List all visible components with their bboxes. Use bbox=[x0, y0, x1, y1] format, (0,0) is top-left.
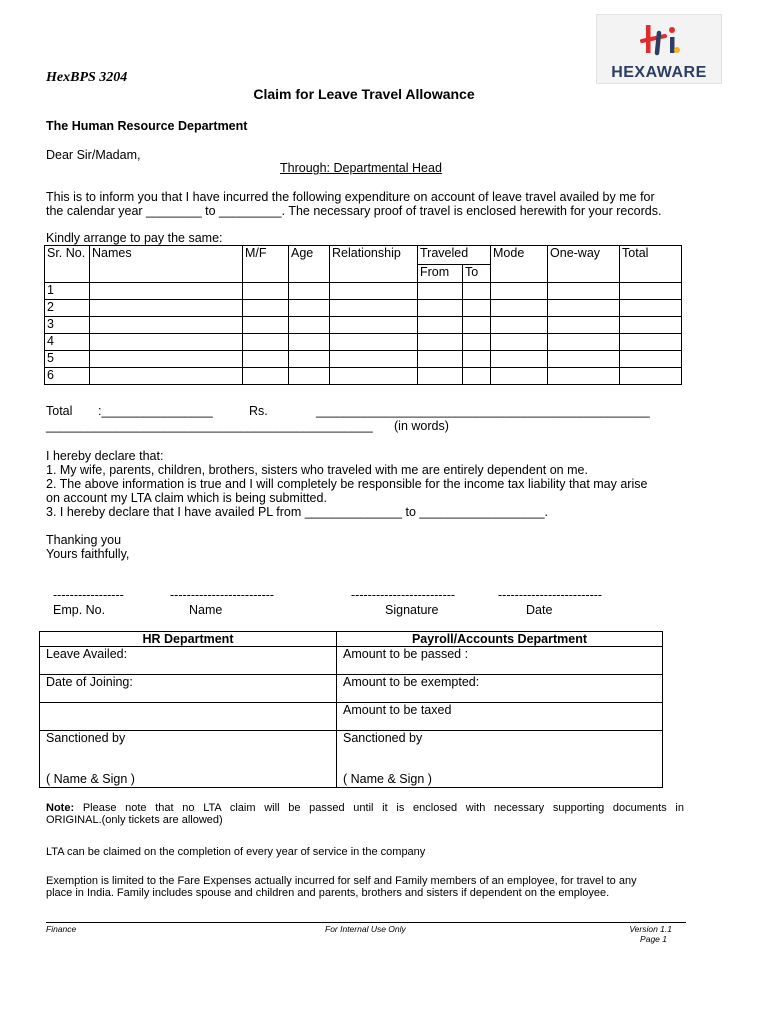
to-cell[interactable] bbox=[463, 368, 491, 385]
leave-availed-field[interactable]: Leave Availed: bbox=[40, 647, 337, 675]
to-cell[interactable] bbox=[463, 283, 491, 300]
age-cell[interactable] bbox=[289, 351, 330, 368]
name-label: Name bbox=[189, 603, 223, 617]
intro-line-2: the calendar year ________ to _________. The necessary proof of travel is enclosed herewith for your records. bbox=[46, 204, 662, 218]
relationship-cell[interactable] bbox=[330, 283, 418, 300]
hr-name-sign-label: ( Name & Sign ) bbox=[46, 772, 135, 786]
col-header-gender: M/F bbox=[243, 246, 289, 283]
total-amount-blank[interactable]: :________________ bbox=[98, 404, 213, 418]
declaration-item-2-line-1: 2. The above information is true and I will completely be responsible for the income tax liability that may arise bbox=[46, 477, 648, 491]
date-label: Date bbox=[526, 603, 553, 617]
empty-hr-cell[interactable] bbox=[40, 703, 337, 731]
table-row bbox=[45, 368, 682, 385]
hexaware-wordmark: HEXAWARE bbox=[611, 64, 707, 81]
col-header-age: Age bbox=[289, 246, 330, 283]
mode-cell[interactable] bbox=[491, 351, 548, 368]
col-header-relationship: Relationship bbox=[330, 246, 418, 283]
amount-passed-field[interactable]: Amount to be passed : bbox=[337, 647, 663, 675]
department-heading: The Human Resource Department bbox=[46, 119, 248, 133]
total-label: Total bbox=[46, 404, 73, 418]
total-cell[interactable] bbox=[620, 317, 682, 334]
payroll-sanction-cell[interactable] bbox=[337, 731, 663, 788]
from-cell[interactable] bbox=[418, 283, 463, 300]
col-header-from: From bbox=[418, 265, 463, 283]
note-line-1: Please note that no LTA claim will be passed until it is enclosed with necessary supporting documents in bbox=[82, 802, 684, 814]
name-cell[interactable] bbox=[90, 334, 243, 351]
signature-label: Signature bbox=[385, 603, 439, 617]
salutation: Dear Sir/Madam, bbox=[46, 148, 141, 162]
closing-block bbox=[46, 533, 129, 561]
total-cell[interactable] bbox=[620, 351, 682, 368]
payroll-department-header: Payroll/Accounts Department bbox=[337, 632, 663, 647]
age-cell[interactable] bbox=[289, 317, 330, 334]
table-row bbox=[45, 334, 682, 351]
kindly-arrange-text: Kindly arrange to pay the same: bbox=[46, 231, 223, 245]
to-cell[interactable] bbox=[463, 300, 491, 317]
table-row bbox=[45, 317, 682, 334]
row-number: 1 bbox=[45, 283, 90, 300]
table-row bbox=[45, 300, 682, 317]
age-cell[interactable] bbox=[289, 283, 330, 300]
declaration-intro: I hereby declare that: bbox=[46, 449, 164, 463]
rs-amount-blank[interactable]: ________________________________________________ bbox=[316, 404, 650, 418]
hr-sanction-cell[interactable] bbox=[40, 731, 337, 788]
gender-cell[interactable] bbox=[243, 317, 289, 334]
row-number: 6 bbox=[45, 368, 90, 385]
rs-label: Rs. bbox=[249, 404, 268, 418]
note-block bbox=[46, 802, 684, 826]
one-way-cell[interactable] bbox=[548, 283, 620, 300]
table-row bbox=[45, 283, 682, 300]
in-words-label: (in words) bbox=[394, 419, 449, 433]
gender-cell[interactable] bbox=[243, 300, 289, 317]
mode-cell[interactable] bbox=[491, 334, 548, 351]
emp-no-dashes[interactable]: ----------------- bbox=[53, 588, 124, 602]
mode-cell[interactable] bbox=[491, 283, 548, 300]
amount-exempted-field[interactable]: Amount to be exempted: bbox=[337, 675, 663, 703]
approval-table bbox=[39, 631, 663, 788]
to-cell[interactable] bbox=[463, 317, 491, 334]
declaration-item-3: 3. I hereby declare that I have availed PL from ______________ to __________________. bbox=[46, 505, 549, 519]
gender-cell[interactable] bbox=[243, 351, 289, 368]
lta-claim-note: LTA can be claimed on the completion of every year of service in the company bbox=[46, 846, 426, 858]
gender-cell[interactable] bbox=[243, 368, 289, 385]
name-dashes[interactable]: ------------------------- bbox=[170, 588, 275, 602]
exemption-line-1: Exemption is limited to the Fare Expenses actually incurred for self and Family members of an employee, for travel to any bbox=[46, 875, 637, 887]
exemption-block bbox=[46, 875, 696, 899]
gender-cell[interactable] bbox=[243, 283, 289, 300]
date-dashes[interactable]: ------------------------- bbox=[498, 588, 603, 602]
one-way-cell[interactable] bbox=[548, 368, 620, 385]
declaration-item-2-line-2: on account my LTA claim which is being submitted. bbox=[46, 491, 327, 505]
one-way-cell[interactable] bbox=[548, 334, 620, 351]
travel-expense-table bbox=[44, 245, 682, 385]
to-cell[interactable] bbox=[463, 351, 491, 368]
mode-cell[interactable] bbox=[491, 300, 548, 317]
from-cell[interactable] bbox=[418, 317, 463, 334]
amount-in-words-blank[interactable]: _______________________________________________ bbox=[46, 419, 373, 433]
payroll-sanctioned-by-label: Sanctioned by bbox=[343, 731, 423, 745]
declaration-block bbox=[46, 449, 696, 519]
col-header-sr-no: Sr. No. bbox=[45, 246, 90, 283]
from-cell[interactable] bbox=[418, 300, 463, 317]
footer-version: Version 1.1 bbox=[629, 924, 672, 934]
relationship-cell[interactable] bbox=[330, 368, 418, 385]
hi-logo-mark-icon bbox=[597, 15, 721, 65]
mode-cell[interactable] bbox=[491, 368, 548, 385]
amount-taxed-field[interactable]: Amount to be taxed bbox=[337, 703, 663, 731]
mode-cell[interactable] bbox=[491, 317, 548, 334]
emp-no-label: Emp. No. bbox=[53, 603, 106, 617]
total-cell[interactable] bbox=[620, 300, 682, 317]
col-header-to: To bbox=[463, 265, 491, 283]
from-cell[interactable] bbox=[418, 351, 463, 368]
footer-page: Page 1 bbox=[640, 934, 667, 944]
col-header-mode: Mode bbox=[491, 246, 548, 283]
footer-divider bbox=[46, 922, 686, 923]
page-title: Claim for Leave Travel Allowance bbox=[253, 86, 475, 102]
one-way-cell[interactable] bbox=[548, 351, 620, 368]
one-way-cell[interactable] bbox=[548, 300, 620, 317]
row-number: 3 bbox=[45, 317, 90, 334]
signature-dashes[interactable]: ------------------------- bbox=[351, 588, 456, 602]
intro-paragraph bbox=[46, 190, 696, 218]
to-cell[interactable] bbox=[463, 334, 491, 351]
col-header-traveled: Traveled bbox=[418, 246, 491, 265]
footer-internal-use: For Internal Use Only bbox=[325, 924, 406, 934]
table-row bbox=[45, 351, 682, 368]
note-label: Note: bbox=[46, 802, 75, 814]
col-header-one-way: One-way bbox=[548, 246, 620, 283]
hr-sanctioned-by-label: Sanctioned by bbox=[46, 731, 126, 745]
total-cell[interactable] bbox=[620, 334, 682, 351]
age-cell[interactable] bbox=[289, 334, 330, 351]
yours-faithfully-text: Yours faithfully, bbox=[46, 547, 130, 561]
name-cell[interactable] bbox=[90, 351, 243, 368]
name-cell[interactable] bbox=[90, 300, 243, 317]
date-of-joining-field[interactable]: Date of Joining: bbox=[40, 675, 337, 703]
relationship-cell[interactable] bbox=[330, 317, 418, 334]
gender-cell[interactable] bbox=[243, 334, 289, 351]
age-cell[interactable] bbox=[289, 368, 330, 385]
one-way-cell[interactable] bbox=[548, 317, 620, 334]
intro-line-1: This is to inform you that I have incurred the following expenditure on account of leave travel availed by me for bbox=[46, 190, 655, 204]
relationship-cell[interactable] bbox=[330, 351, 418, 368]
total-cell[interactable] bbox=[620, 368, 682, 385]
hr-department-header: HR Department bbox=[40, 632, 337, 647]
relationship-cell[interactable] bbox=[330, 300, 418, 317]
note-line-2: ORIGINAL.(only tickets are allowed) bbox=[46, 814, 223, 826]
relationship-cell[interactable] bbox=[330, 334, 418, 351]
row-number: 5 bbox=[45, 351, 90, 368]
hexaware-logo bbox=[596, 14, 722, 84]
footer-finance: Finance bbox=[46, 924, 77, 934]
thanking-text: Thanking you bbox=[46, 533, 122, 547]
declaration-item-1: 1. My wife, parents, children, brothers, sisters who traveled with me are entirely dependent on me. bbox=[46, 463, 588, 477]
row-number: 2 bbox=[45, 300, 90, 317]
from-cell[interactable] bbox=[418, 368, 463, 385]
form-code: HexBPS 3204 bbox=[46, 70, 128, 85]
row-number: 4 bbox=[45, 334, 90, 351]
through-line: Through: Departmental Head bbox=[280, 161, 442, 175]
name-cell[interactable] bbox=[90, 283, 243, 300]
name-cell[interactable] bbox=[90, 368, 243, 385]
age-cell[interactable] bbox=[289, 300, 330, 317]
payroll-name-sign-label: ( Name & Sign ) bbox=[343, 772, 432, 786]
exemption-line-2: place in India. Family includes spouse and children and parents, brothers and sisters if dependent on the employee. bbox=[46, 887, 610, 899]
col-header-names: Names bbox=[90, 246, 243, 283]
from-cell[interactable] bbox=[418, 334, 463, 351]
col-header-total: Total bbox=[620, 246, 682, 283]
total-cell[interactable] bbox=[620, 283, 682, 300]
name-cell[interactable] bbox=[90, 317, 243, 334]
